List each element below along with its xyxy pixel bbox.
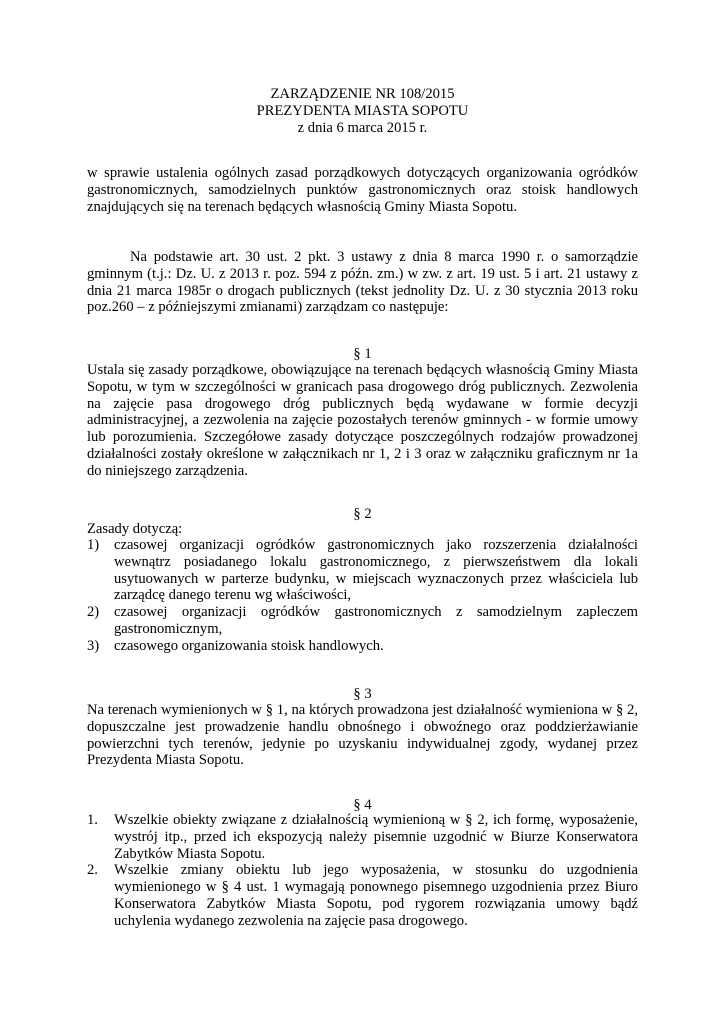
document-issuer: PREZYDENTA MIASTA SOPOTU (256, 102, 469, 119)
list-item (87, 604, 638, 638)
list-item-number: 2) (87, 604, 100, 621)
section-2-list (87, 537, 638, 655)
list-item (87, 862, 638, 929)
document-header (87, 86, 638, 136)
list-item (87, 537, 638, 604)
list-item-number: 2. (87, 862, 98, 879)
list-item-text: Wszelkie obiekty związane z działalnością wymienioną w § 2, ich formę, wyposażenie, wystrój itp., przed ich ekspozycją należy pisemnie uzgodnić w Biurze Konserwatora Zabytków Miasta Sopotu. (114, 812, 638, 862)
section-1-text: Ustala się zasady porządkowe, obowiązujące na terenach będących własnością Gminy Miasta Sopotu, w tym w szczególności w granicach pasa drogowego dróg publicznych. Zezwolenia na zajęcie pasa drogowego dróg publicznych będą wydawane w formie decyzji administracyjnej, a zezwolenia na zajęcie pozostałych terenów gminnych - w formie umowy lub porozumienia. Szczegółowe zasady dotyczące poszczególnych rodzajów prowadzonej działalności zostały określone w załącznikach nr 1, 2 i 3 oraz w załączniku graficznym nr 1a do niniejszego zarządzenia. (87, 362, 638, 479)
list-item-number: 1) (87, 537, 100, 553)
section-2-mark: § 2 (353, 506, 372, 522)
list-item-number: 1. (87, 812, 98, 828)
section-2-intro: Zasady dotyczą: (87, 521, 183, 537)
document-date: z dnia 6 marca 2015 r. (297, 119, 428, 136)
document-title: ZARZĄDZENIE NR 108/2015 (270, 86, 455, 102)
list-item-text: czasowej organizacji ogródków gastronomicznych z samodzielnym zapleczem gastronomicznym, (114, 604, 638, 637)
list-item (87, 812, 638, 862)
document-subject: w sprawie ustalenia ogólnych zasad porządkowych dotyczących organizowania ogródków gastronomicznych, samodzielnych punktów gastronomicznych oraz stoisk handlowych znajdujących się na terenach będących własnością Gminy Miasta Sopotu. (87, 165, 638, 215)
section-4-mark: § 4 (353, 797, 372, 813)
section-3-text: Na terenach wymienionych w § 1, na których prowadzona jest działalność wymieniona w § 2, dopuszczalne jest prowadzenie handlu obnośnego i obwoźnego oraz poddzierżawianie powierzchni tych terenów, jedynie po uzyskaniu indywidualnej zgody, wydanej przez Prezydenta Miasta Sopotu. (87, 702, 638, 769)
list-item-text: Wszelkie zmiany obiektu lub jego wyposażenia, w stosunku do uzgodnienia wymienionego w § 4 ust. 1 wymagają ponownego pisemnego uzgodnienia przez Biuro Konserwatora Zabytków Miasta Sopotu, pod rygorem rozwiązania umowy bądź uchylenia wydanego zezwolenia na zajęcie pasa drogowego. (114, 862, 638, 929)
list-item-text: czasowego organizowania stoisk handlowych. (114, 637, 384, 654)
section-4-list (87, 812, 638, 930)
list-item-text: czasowej organizacji ogródków gastronomicznych jako rozszerzenia działalności wewnątrz posiadanego lokalu gastronomicznego, z pierwszeństwem dla lokali usytuowanych w parterze budynku, w miejscach wyznaczonych przez właściciela lub zarządcę danego terenu wg właściwości, (114, 537, 638, 604)
section-3-mark: § 3 (353, 686, 372, 702)
legal-basis: Na podstawie art. 30 ust. 2 pkt. 3 ustawy z dnia 8 marca 1990 r. o samorządzie gminnym (t.j.: Dz. U. z 2013 r. poz. 594 z późn. zm.) w zw. z art. 19 ust. 5 i art. 21 ustawy z dnia 21 marca 1985r o drogach publicznych (tekst jednolity Dz. U. z 30 stycznia 2013 roku poz.260 – z późniejszymi zmianami) zarządzam co następuje: (87, 249, 638, 316)
list-item (87, 638, 638, 655)
section-1-mark: § 1 (353, 346, 372, 362)
list-item-number: 3) (87, 637, 100, 654)
